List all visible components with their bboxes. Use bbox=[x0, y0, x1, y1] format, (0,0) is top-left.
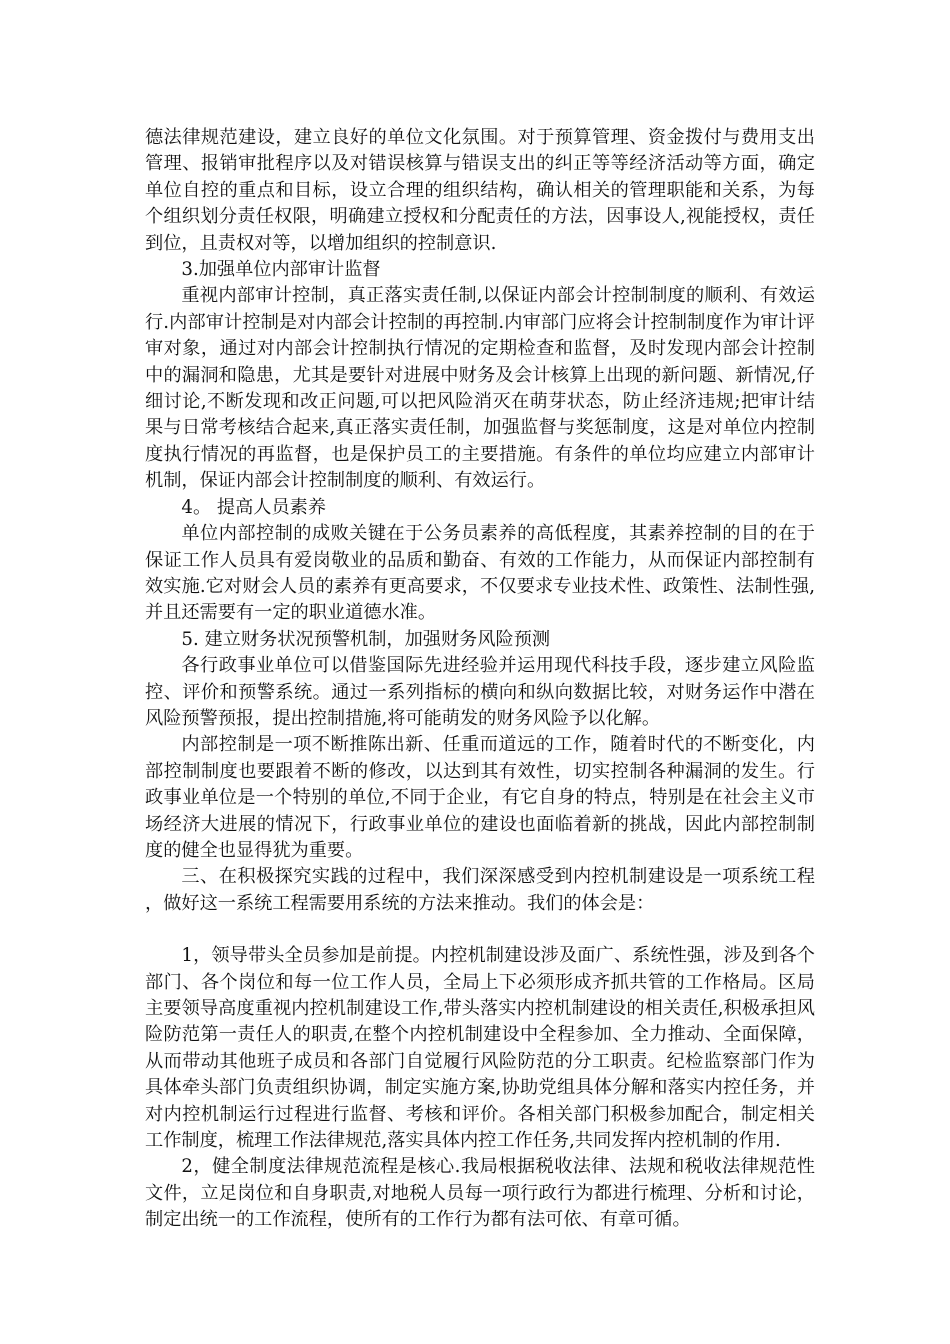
paragraph-section-three-intro: 三、在积极探究实践的过程中，我们深深感受到内控机制建设是一项系统工程，做好这一系统工程需要用系统的方法来推动。我们的体会是： bbox=[145, 866, 815, 914]
paragraph-gap bbox=[145, 917, 815, 943]
section-heading-3: 3.加强单位内部审计监督 bbox=[181, 259, 381, 281]
paragraph-continuation: 德法律规范建设，建立良好的单位文化氛围。对于预算管理、资金拨付与费用支出管理、报销审批程序以及对错误核算与错误支出的纠正等等经济活动等方面，确定单位自控的重点和目标，设立合理的组织结构，确认相关的管理职能和关系，为每个组织划分责任权限，明确建立授权和分配责任的方法，因事设人,视能授权，责任到位，且责权对等，以增加组织的控制意识. bbox=[145, 127, 815, 254]
paragraph-internal-control-summary: 内部控制是一项不断推陈出新、任重而道远的工作，随着时代的不断变化，内部控制制度也要跟着不断的修改，以达到其有效性，切实控制各种漏洞的发生。行政事业单位是一个特别的单位,不同于企业，有它自身的特点，特别是在社会主义市场经济大进展的情况下，行政事业单位的建设也面临着新的挑战，因此内部控制制度的健全也显得犹为重要。 bbox=[145, 734, 815, 861]
paragraph-point-two: 2，健全制度法律规范流程是核心.我局根据税收法律、法规和税收法律规范性文件，立足岗位和自身职责,对地税人员每一项行政行为都进行梳理、分析和讨论，制定出统一的工作流程，使所有的工作行为都有法可依、有章可循。 bbox=[145, 1156, 815, 1231]
section-heading-5: 5. 建立财务状况预警机制，加强财务风险预测 bbox=[181, 628, 551, 650]
paragraph-point-one: 1，领导带头全员参加是前提。内控机制建设涉及面广、系统性强，涉及到各个部门、各个岗位和每一位工作人员，全局上下必须形成齐抓共管的工作格局。区局主要领导高度重视内控机制建设工作,带头落实内控机制建设的相关责任,积极承担风险防范第一责任人的职责,在整个内控机制建设中全程参加、全力推动、全面保障，从而带动其他班子成员和各部门自觉履行风险防范的分工职责。纪检监察部门作为具体牵头部门负责组织协调，制定实施方案,协助党组具体分解和落实内控任务，并对内控机制运行过程进行监督、考核和评价。各相关部门积极参加配合，制定相关工作制度，梳理工作法律规范,落实具体内控工作任务,共同发挥内控机制的作用. bbox=[145, 945, 815, 1152]
paragraph-staff-quality: 单位内部控制的成败关键在于公务员素养的高低程度，其素养控制的目的在于保证工作人员具有爱岗敬业的品质和勤奋、有效的工作能力，从而保证内部控制有效实施.它对财会人员的素养有更高要求，不仅要求专业技术性、政策性、法制性强,并且还需要有一定的职业道德水准。 bbox=[145, 523, 815, 624]
paragraph-early-warning: 各行政事业单位可以借鉴国际先进经验并运用现代科技手段，逐步建立风险监控、评价和预警系统。通过一系列指标的横向和纵向数据比较，对财务运作中潜在风险预警预报，提出控制措施,将可能萌发的财务风险予以化解。 bbox=[145, 655, 815, 729]
paragraph-internal-audit: 重视内部审计控制，真正落实责任制,以保证内部会计控制制度的顺利、有效运行.内部审计控制是对内部会计控制的再控制.内审部门应将会计控制制度作为审计评审对象，通过对内部会计控制执行情况的定期检查和监督，及时发现内部会计控制中的漏洞和隐患，尤其是要针对进展中财务及会计核算上出现的新问题、新情况,仔细讨论,不断发现和改正问题,可以把风险消灭在萌芽状态，防止经济违规;把审计结果与日常考核结合起来,真正落实责任制，加强监督与奖惩制度，这是对单位内控制度执行情况的再监督，也是保护员工的主要措施。有条件的单位均应建立内部审计机制，保证内部会计控制制度的顺利、有效运行。 bbox=[145, 285, 815, 492]
document-body bbox=[145, 125, 815, 1234]
section-heading-4: 4。 提高人员素养 bbox=[181, 496, 327, 518]
